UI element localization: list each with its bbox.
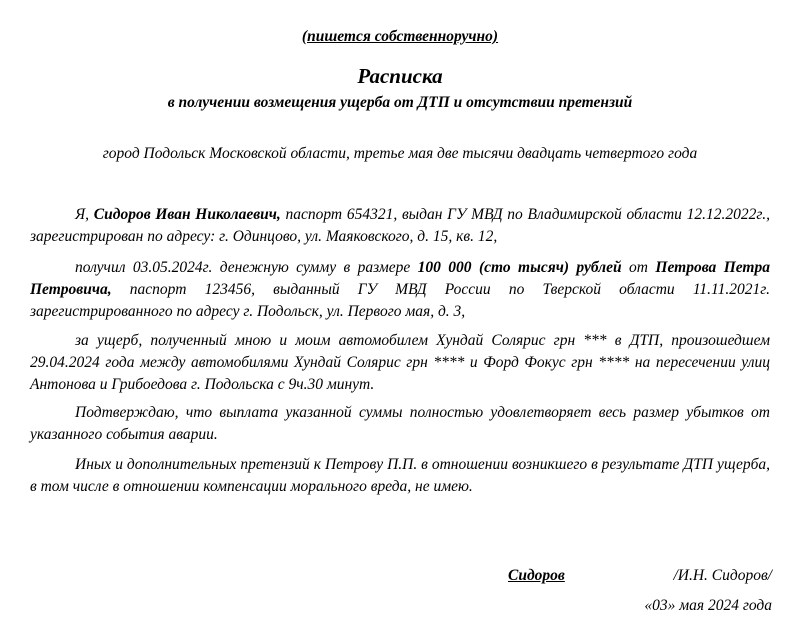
document-title: Расписка xyxy=(357,64,443,88)
signature-decoding: /И.Н. Сидоров/ xyxy=(673,567,772,584)
p1-text-end: паспорт 654321, выдан ГУ МВД по Владимирской области 12.12.2022г., зарегистрирован по адресу: г. Одинцово, ул. Маяковского, д. 15, кв. 12, xyxy=(30,206,770,245)
handwritten-note: (пишется собственноручно) xyxy=(301,28,499,45)
signature-date: «03» мая 2024 года xyxy=(644,597,772,614)
paragraph-recipient xyxy=(30,204,770,248)
recipient-name: Сидоров Иван Николаевич, xyxy=(93,206,281,223)
paragraph-no-claims: Иных и дополнительных претензий к Петрову П.П. в отношении возникшего в результате ДТП ущерба, в том числе в отношении компенсации морального вреда, не имею. xyxy=(30,456,770,495)
paragraph-payment xyxy=(30,257,770,323)
p2-text-start: получил 03.05.2024г. денежную сумму в размере xyxy=(75,259,418,276)
signature: Сидоров xyxy=(508,567,565,584)
place-and-date: город Подольск Московской области, третье мая две тысячи двадцать четвертого года xyxy=(102,145,698,162)
paragraph-confirmation: Подтверждаю, что выплата указанной суммы полностью удовлетворяет весь размер убытков от указанного события аварии. xyxy=(30,404,770,443)
paragraph-damage: за ущерб, полученный мною и моим автомобилем Хундай Солярис грн *** в ДТП, произошедшем 29.04.2024 года между автомобилями Хундай Солярис грн **** и Форд Фокус грн **** на пересечении улиц Антонова и Грибоедова г. Подольска с 9ч.30 минут. xyxy=(30,332,770,393)
payer-name: Петрова Петра Петровича, xyxy=(30,259,770,298)
document-subtitle: в получении возмещения ущерба от ДТП и отсутствии претензий xyxy=(167,94,633,111)
payment-amount: 100 000 (сто тысяч) рублей xyxy=(417,259,622,276)
p2-text-end: паспорт 123456, выданный ГУ МВД России по Тверской области 11.11.2021г. зарегистрированного по адресу г. Подольск, ул. Первого мая, д. 3, xyxy=(30,281,770,320)
p1-text-start: Я, xyxy=(75,206,94,223)
p2-text-mid: от xyxy=(621,259,656,276)
